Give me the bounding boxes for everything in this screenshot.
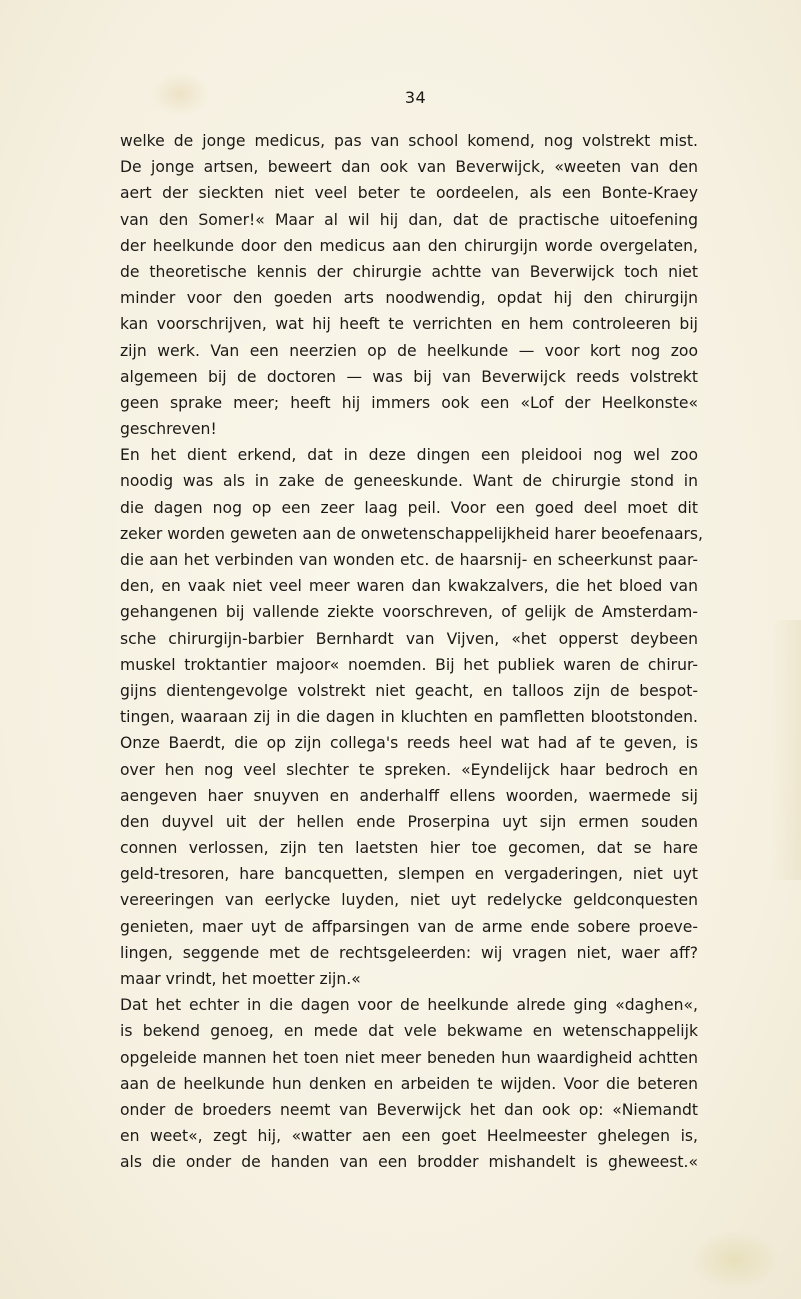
text-line: is bekend genoeg, en mede dat vele bekwame en wetenschappelijk xyxy=(120,1022,698,1041)
text-line: als die onder de handen van een brodder mishandelt is gheweest.« xyxy=(120,1153,698,1172)
text-line: gijns dientengevolge volstrekt niet geacht, en talloos zijn de bespot- xyxy=(120,681,698,700)
text-line: aert der sieckten niet veel beter te oordeelen, als een Bonte-Kraey xyxy=(120,184,698,203)
text-line: opgeleide mannen het toen niet meer beneden hun waardigheid achtten xyxy=(120,1048,698,1067)
text-line: Dat het echter in die dagen voor de heelkunde alrede ging «daghen«, xyxy=(120,996,698,1015)
text-line: die aan het verbinden van wonden etc. de haarsnij- en scheerkunst paar- xyxy=(120,551,698,569)
text-line: der heelkunde door den medicus aan den chirurgijn worde overgelaten, xyxy=(120,236,698,255)
text-line: die dagen nog op een zeer laag peil. Voor een goed deel moet dit xyxy=(120,498,698,517)
text-line: muskel troktantier majoor« noemden. Bij het publiek waren de chirur- xyxy=(120,655,698,674)
text-line: over hen nog veel slechter te spreken. «Eyndelijck haar bedroch en xyxy=(120,760,698,779)
text-line: maar vrindt, het moetter zijn.« xyxy=(120,970,361,988)
text-line: en weet«, zegt hij, «watter aen een goet Heelmeester ghelegen is, xyxy=(120,1127,698,1146)
text-line: vereeringen van eerlycke luyden, niet uyt redelycke geldconquesten xyxy=(120,891,698,910)
page-number: 34 xyxy=(404,88,427,107)
text-line: kan voorschrijven, wat hij heeft te verrichten en hem controleeren bij xyxy=(120,315,698,334)
text-line: lingen, seggende met de rechtsgeleerden: wij vragen niet, waer aff? xyxy=(120,943,698,962)
text-line: Onze Baerdt, die op zijn collega's reeds heel wat had af te geven, is xyxy=(120,734,698,753)
text-line: den, en vaak niet veel meer waren dan kwakzalvers, die het bloed van xyxy=(120,577,698,596)
text-line: connen verlossen, zijn ten laetsten hier toe gecomen, dat se hare xyxy=(120,839,698,858)
text-line: aengeven haer snuyven en anderhalff ellens woorden, waermede sij xyxy=(120,786,698,805)
paper-stain xyxy=(770,620,801,880)
body-text xyxy=(120,128,704,1176)
text-line: aan de heelkunde hun denken en arbeiden te wijden. Voor die beteren xyxy=(120,1074,698,1093)
text-line: onder de broeders neemt van Beverwijck het dan ook op: «Niemandt xyxy=(120,1100,698,1119)
text-line: zijn werk. Van een neerzien op de heelkunde — voor kort nog zoo xyxy=(120,341,698,360)
text-line: sche chirurgijn-barbier Bernhardt van Vijven, «het opperst deybeen xyxy=(120,629,698,648)
text-line: algemeen bij de doctoren — was bij van Beverwijck reeds volstrekt xyxy=(120,367,698,386)
text-line: gehangenen bij vallende ziekte voorschreven, of gelijk de Amsterdam- xyxy=(120,603,698,622)
text-line: geen sprake meer; heeft hij immers ook een «Lof der Heelkonste« xyxy=(120,393,698,412)
text-line: van den Somer!« Maar al wil hij dan, dat de practische uitoefening xyxy=(120,210,698,229)
text-line: geschreven! xyxy=(120,420,217,439)
text-line: den duyvel uit der hellen ende Proserpina uyt sijn ermen souden xyxy=(120,812,698,831)
text-line: minder voor den goeden arts noodwendig, opdat hij den chirurgijn xyxy=(120,289,698,308)
text-line: tingen, waaraan zij in die dagen in kluchten en pamfletten blootstonden. xyxy=(120,708,698,727)
paper-stain xyxy=(690,1230,780,1290)
text-line: De jonge artsen, beweert dan ook van Beverwijck, «weeten van den xyxy=(120,158,698,177)
text-line: En het dient erkend, dat in deze dingen een pleidooi nog wel zoo xyxy=(120,446,698,465)
text-line: geld-tresoren, hare bancquetten, slempen en vergaderingen, niet uyt xyxy=(120,865,698,884)
text-line: welke de jonge medicus, pas van school komend, nog volstrekt mist. xyxy=(120,132,698,150)
text-line: de theoretische kennis der chirurgie achtte van Beverwijck toch niet xyxy=(120,262,698,281)
text-line: zeker worden geweten aan de onwetenschappelijkheid harer beoefenaars, xyxy=(120,524,704,543)
text-line: genieten, maer uyt de affparsingen van de arme ende sobere proeve- xyxy=(120,917,698,936)
text-line: noodig was als in zake de geneeskunde. Want de chirurgie stond in xyxy=(120,472,698,491)
